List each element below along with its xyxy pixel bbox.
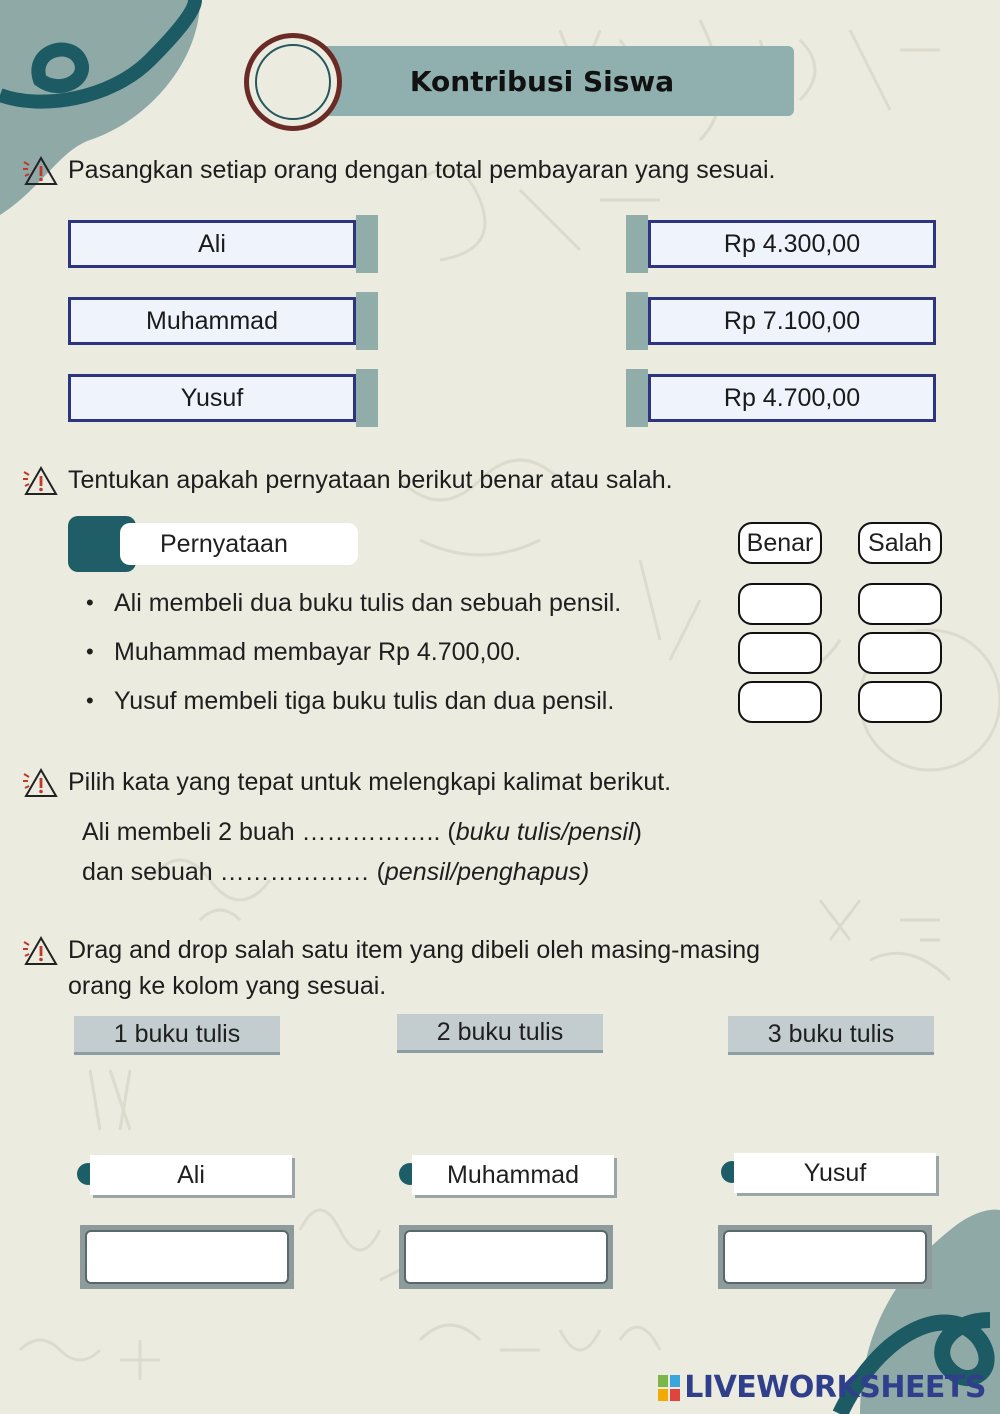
drop-zone-muhammad[interactable] <box>399 1225 613 1289</box>
true-answer-box-3[interactable] <box>738 681 822 723</box>
statement-header <box>68 516 358 572</box>
title-circle-decoration <box>244 33 342 131</box>
section3-prompt <box>22 764 671 800</box>
section2-prompt <box>22 462 673 498</box>
statement-item: • Yusuf membeli tiga buku tulis dan dua pensil. <box>86 681 706 730</box>
true-column-header: Benar <box>738 522 822 564</box>
match-amount-label: Rp 4.300,00 <box>723 229 861 258</box>
match-amount-label: Rp 7.100,00 <box>723 306 861 335</box>
section4-prompt-line1: Drag and drop salah satu item yang dibeli oleh masing-masing <box>68 936 761 964</box>
warning-icon <box>22 764 60 800</box>
drop-zone-inner[interactable] <box>404 1230 608 1284</box>
match-amount-label: Rp 4.700,00 <box>723 383 861 412</box>
match-connector-left[interactable] <box>356 215 378 273</box>
drop-zone-yusuf[interactable] <box>718 1225 932 1289</box>
false-answer-box-3[interactable] <box>858 681 942 723</box>
section4-prompt <box>22 932 760 1004</box>
fill-sentence-1-text: Ali membeli 2 buah …………….. ( <box>82 818 456 846</box>
match-amount-3[interactable] <box>648 374 936 422</box>
drop-zone-ali[interactable] <box>80 1225 294 1289</box>
match-amount-1[interactable] <box>648 220 936 268</box>
liveworksheets-brand <box>658 1370 986 1405</box>
false-answer-box-1[interactable] <box>858 583 942 625</box>
fill-sentence-1[interactable] <box>82 812 642 852</box>
match-name-label: Yusuf <box>180 383 244 412</box>
drop-zone-inner[interactable] <box>85 1230 289 1284</box>
name-card-muhammad: Muhammad <box>412 1155 614 1195</box>
true-answer-box-1[interactable] <box>738 583 822 625</box>
match-connector-right[interactable] <box>626 369 648 427</box>
match-name-yusuf[interactable] <box>68 374 356 422</box>
match-name-label: Ali <box>198 229 226 258</box>
warning-icon <box>22 932 60 968</box>
page-title: Kontribusi Siswa <box>409 64 675 98</box>
match-connector-left[interactable] <box>356 369 378 427</box>
section3-prompt-text: Pilih kata yang tepat untuk melengkapi kalimat berikut. <box>68 768 672 796</box>
fill-sentence-2-options: pensil/penghapus) <box>384 858 590 886</box>
warning-icon <box>22 152 60 188</box>
fill-sentence-1-close: ) <box>633 818 642 846</box>
false-answer-box-2[interactable] <box>858 632 942 674</box>
drop-zone-inner[interactable] <box>723 1230 927 1284</box>
statement-list <box>86 583 706 730</box>
statement-item: • Muhammad membayar Rp 4.700,00. <box>86 632 706 681</box>
statement-item: • Ali membeli dua buku tulis dan sebuah pensil. <box>86 583 706 632</box>
match-name-label: Muhammad <box>146 306 278 335</box>
drag-item-2-buku-tulis[interactable]: 2 buku tulis <box>397 1014 603 1050</box>
section1-prompt <box>22 152 775 188</box>
fill-sentence-1-options: buku tulis/pensil <box>455 818 634 846</box>
section2-prompt-text: Tentukan apakah pernyataan berikut benar atau salah. <box>68 466 673 494</box>
drag-item-1-buku-tulis[interactable]: 1 buku tulis <box>74 1016 280 1052</box>
liveworksheets-logo-icon <box>658 1375 680 1401</box>
false-column-header: Salah <box>858 522 942 564</box>
brand-text: LIVEWORKSHEETS <box>684 1370 986 1405</box>
statement-header-label: Pernyataan <box>120 523 358 565</box>
name-card-ali: Ali <box>90 1155 292 1195</box>
drag-item-3-buku-tulis[interactable]: 3 buku tulis <box>728 1016 934 1052</box>
match-amount-2[interactable] <box>648 297 936 345</box>
match-connector-left[interactable] <box>356 292 378 350</box>
section1-prompt-text: Pasangkan setiap orang dengan total pembayaran yang sesuai. <box>68 156 776 184</box>
name-card-yusuf: Yusuf <box>734 1153 936 1193</box>
fill-sentence-2[interactable] <box>82 852 589 892</box>
match-name-muhammad[interactable] <box>68 297 356 345</box>
match-connector-right[interactable] <box>626 292 648 350</box>
warning-icon <box>22 462 60 498</box>
match-connector-right[interactable] <box>626 215 648 273</box>
section4-prompt-line2: orang ke kolom yang sesuai. <box>68 972 387 1000</box>
true-answer-box-2[interactable] <box>738 632 822 674</box>
match-name-ali[interactable] <box>68 220 356 268</box>
fill-sentence-2-text: dan sebuah ……………… ( <box>82 858 385 886</box>
